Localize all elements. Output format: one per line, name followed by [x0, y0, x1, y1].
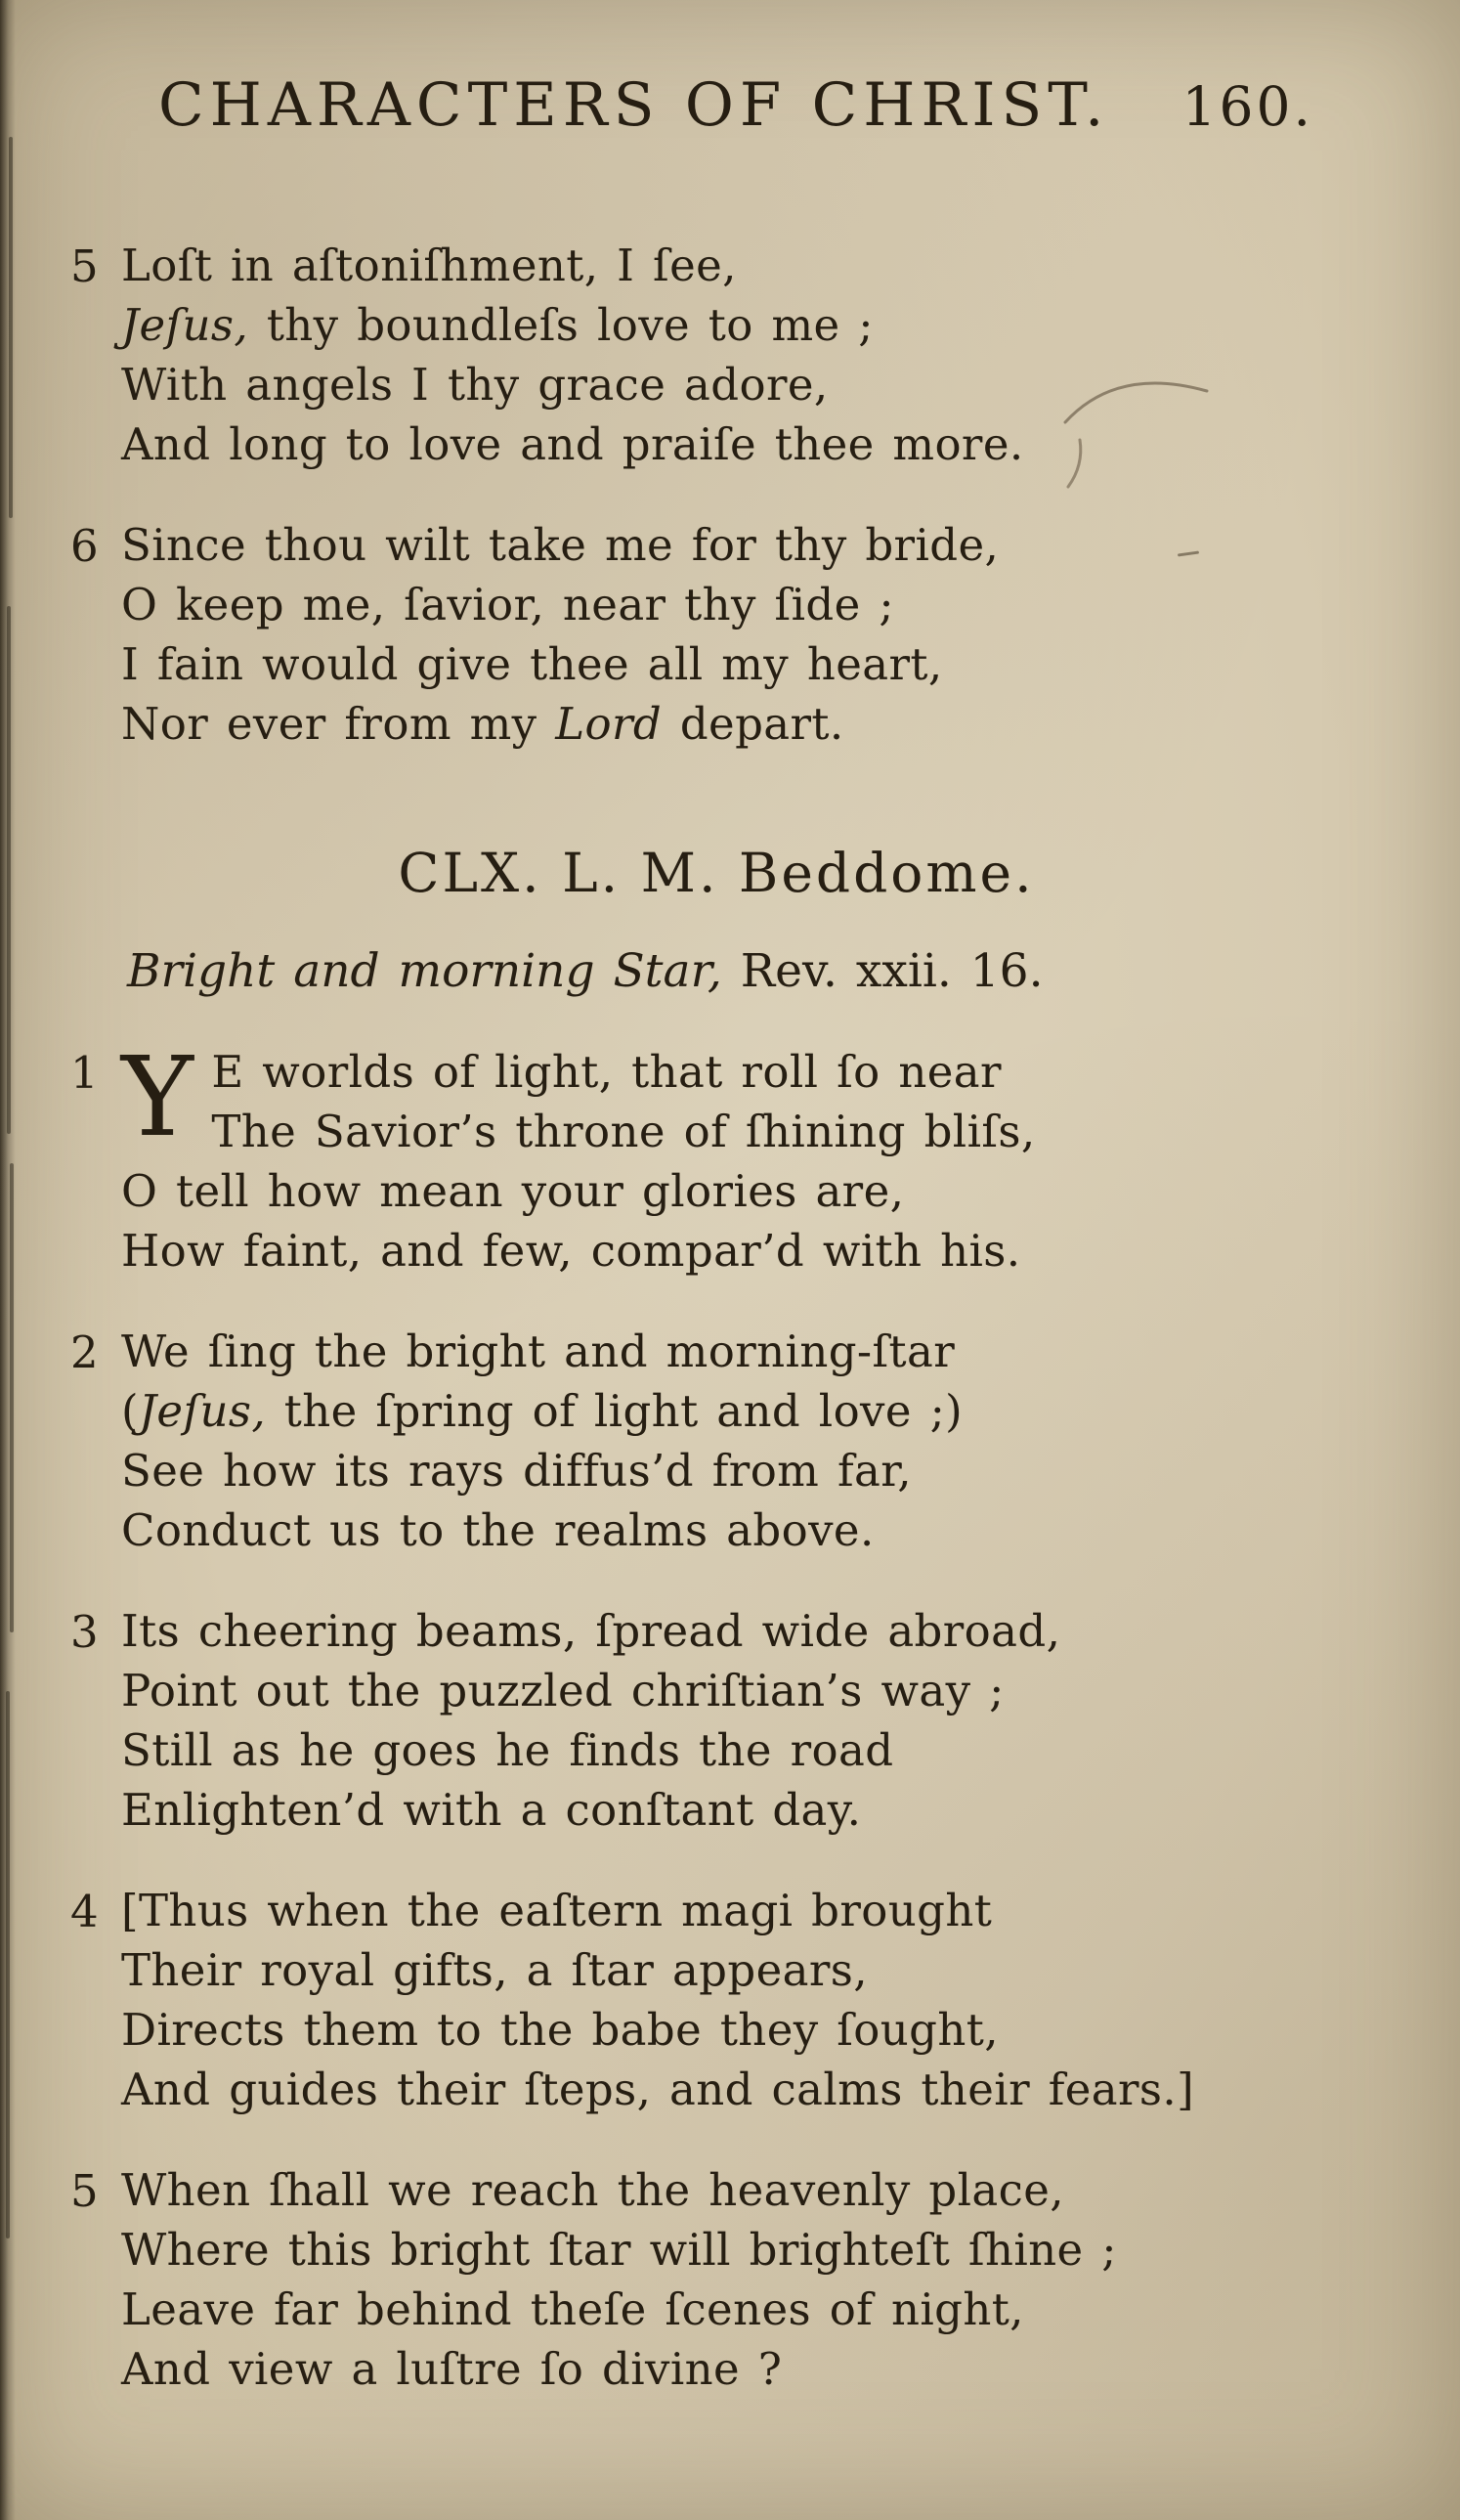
text-run: the ſpring of light and love ;): [266, 1385, 964, 1437]
text-run: depart.: [662, 698, 844, 750]
verse-line: [121, 2280, 1362, 2339]
verse-line: [121, 2160, 1362, 2220]
verse-lines: [121, 2160, 1362, 2399]
text-run: See how its rays diffus’d from far,: [121, 1445, 912, 1497]
verse-line: [121, 1661, 1362, 1720]
verse: [70, 1601, 1362, 1840]
verse-line: [121, 1780, 1362, 1840]
text-run: O keep me, ſavior, near thy ſide ;: [121, 579, 894, 630]
running-title: CHARACTERS OF CHRIST.: [158, 70, 1110, 140]
verse-line: [121, 236, 1362, 295]
verse-line: [121, 1441, 1362, 1500]
italic-text: Bright and morning Star,: [127, 944, 722, 998]
page-edge-mark: [7, 606, 11, 1134]
italic-text: Jeſus,: [121, 299, 249, 351]
verse-number: 2: [70, 1326, 99, 1378]
verse-line: [121, 2220, 1362, 2280]
verse-number: 4: [70, 1886, 99, 1937]
text-run: Leave far behind theſe ſcenes of night,: [121, 2283, 1024, 2335]
verse-line: [121, 2060, 1362, 2119]
text-run: thy boundleſs love to me ;: [248, 299, 874, 351]
page-number: 160.: [1181, 75, 1313, 138]
text-run: Point out the puzzled chriſtian’s way ;: [121, 1665, 1005, 1716]
verse: [70, 2160, 1362, 2399]
text-run: Their royal gifts, a ſtar appears,: [121, 1944, 868, 1996]
text-run: With angels I thy grace adore,: [121, 359, 829, 411]
page-header: [0, 0, 1460, 140]
text-run: Loſt in aſtoniſhment, I ſee,: [121, 239, 737, 291]
verse-lines: [121, 1601, 1362, 1840]
italic-text: Lord: [555, 698, 663, 750]
text-run: We ſing the bright and morning-ſtar: [121, 1325, 956, 1377]
text-run: Still as he goes he finds the road: [121, 1724, 894, 1776]
text-run: [Thus when the eaſtern magi brought: [121, 1885, 993, 1936]
verse-number: 3: [70, 1606, 99, 1658]
verse: [70, 515, 1362, 754]
verse-number: 1: [70, 1047, 99, 1099]
text-run: Rev. xxii. 16.: [721, 944, 1044, 998]
verse-line: [121, 1102, 1362, 1161]
verse-number: 5: [70, 240, 99, 292]
text-run: When ſhall we reach the heavenly place,: [121, 2164, 1064, 2216]
verse-line: [121, 1042, 1362, 1102]
verse-line: [121, 1322, 1362, 1381]
verse-line: [121, 1940, 1362, 2000]
verse-line: [121, 2000, 1362, 2060]
verse-line: [121, 1881, 1362, 1940]
text-run: And guides their ſteps, and calms their fears.]: [121, 2064, 1195, 2115]
text-run: The Savior’s throne of ſhining bliſs,: [211, 1106, 1036, 1157]
text-run: Its cheering beams, ſpread wide abroad,: [121, 1605, 1061, 1657]
text-run: Conduct us to the realms above.: [121, 1504, 875, 1556]
text-run: Enlighten’d with a conſtant day.: [121, 1784, 862, 1836]
verse-line: [121, 1720, 1362, 1780]
verse-lines: [121, 1322, 1362, 1560]
text-run: Where this bright ſtar will brighteſt ſhine ;: [121, 2224, 1117, 2276]
verse-line: [121, 575, 1362, 634]
text-run: (: [121, 1385, 139, 1437]
page-content: [0, 236, 1460, 2399]
verse-lines: [121, 1034, 1362, 1281]
scan-artifact-curve: [1060, 362, 1226, 499]
verse-line: [121, 295, 1362, 355]
page-edge-mark: [6, 1691, 10, 2238]
text-run: Nor ever from my: [121, 698, 556, 750]
verse-lines: [121, 515, 1362, 754]
hymn-heading: CLX. L. M. Beddome.: [398, 842, 1035, 904]
verse-line: [121, 1500, 1362, 1560]
verse-line: [121, 694, 1362, 754]
verse-line: [121, 515, 1362, 575]
text-run: I fain would give thee all my heart,: [121, 638, 943, 690]
verse: [70, 1322, 1362, 1560]
verse: [70, 1034, 1362, 1281]
text-run: O tell how mean your glories are,: [121, 1165, 905, 1217]
verse-number: 5: [70, 2165, 99, 2217]
text-run: Directs them to the babe they ſought,: [121, 2004, 999, 2056]
hymn-verses: [70, 1034, 1362, 2399]
verse-line: [121, 1601, 1362, 1661]
text-run: And long to love and praiſe thee more.: [121, 418, 1024, 470]
text-run: Since thou wilt take me for thy bride,: [121, 519, 1000, 571]
verse-line: [121, 634, 1362, 694]
verse-line: [121, 1161, 1362, 1221]
verse: [70, 1881, 1362, 2119]
verse-line: [121, 1381, 1362, 1441]
verse-lines: [121, 1881, 1362, 2119]
verse-line: [121, 1221, 1362, 1281]
text-run: How faint, and few, compar’d with his.: [121, 1225, 1021, 1277]
drop-cap: Y: [121, 1034, 194, 1161]
text-run: E worlds of light, that roll ſo near: [211, 1046, 1002, 1098]
verse-line: [121, 2339, 1362, 2399]
hymn-subtitle: [70, 941, 1362, 1001]
italic-text: Jeſus,: [138, 1385, 267, 1437]
page-edge-mark: [10, 1163, 14, 1632]
verse-number: 6: [70, 520, 99, 572]
text-run: And view a luſtre ſo divine ?: [121, 2343, 783, 2395]
page-edge-mark: [9, 137, 13, 518]
